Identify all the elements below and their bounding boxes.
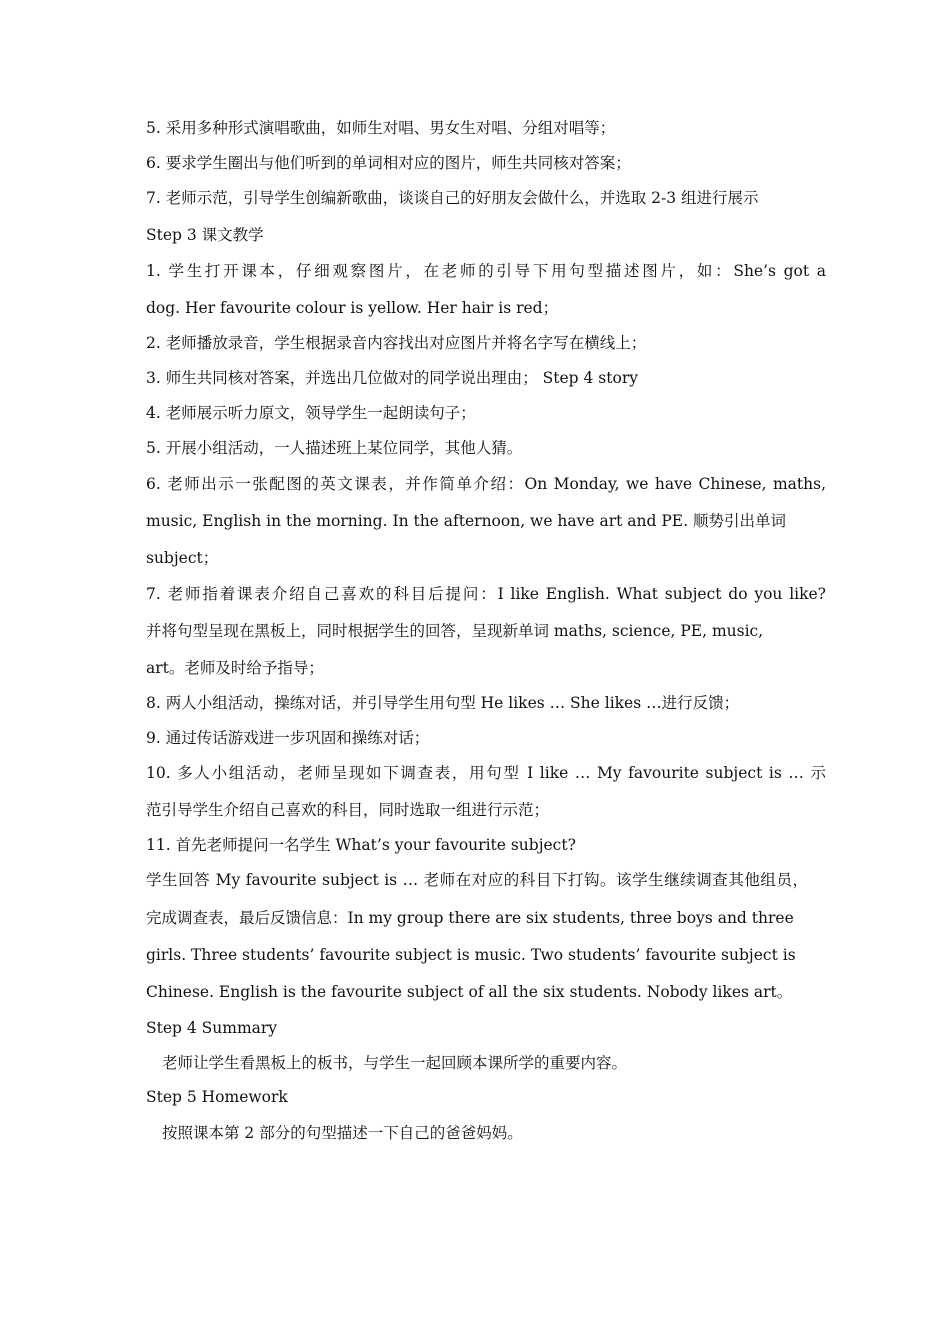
step3-item-1-line2: dog. Her favourite colour is yellow. Her hair is red； bbox=[146, 299, 559, 317]
step3-item-1-line1: 1. 学生打开课本，仔细观察图片，在老师的引导下用句型描述图片，如：She’s got a bbox=[146, 262, 826, 280]
step3-item-11-line2: 学生回答 My favourite subject is … 老师在对应的科目下打钩。该学生继续调查其他组员， bbox=[146, 871, 808, 889]
step5-text: 按照课本第 2 部分的句型描述一下自己的爸爸妈妈。 bbox=[162, 1124, 523, 1142]
step3-item-11-line4: girls. Three students’ favourite subject is music. Two students’ favourite subject is bbox=[146, 946, 796, 964]
step3-item-3: 3. 师生共同核对答案，并选出几位做对的同学说出理由； Step 4 story bbox=[146, 369, 638, 387]
step3-item-2: 2. 老师播放录音，学生根据录音内容找出对应图片并将名字写在横线上； bbox=[146, 334, 647, 352]
step3-item-11-line1: 11. 首先老师提问一名学生 What’s your favourite subject? bbox=[146, 836, 576, 854]
step3-item-7-line1: 7. 老师指着课表介绍自己喜欢的科目后提问：I like English. What subject do you like? bbox=[146, 585, 826, 603]
step3-item-8: 8. 两人小组活动，操练对话，并引导学生用句型 He likes … She likes …进行反馈； bbox=[146, 694, 740, 712]
step4-text: 老师让学生看黑板上的板书，与学生一起回顾本课所学的重要内容。 bbox=[162, 1054, 628, 1072]
step3-heading: Step 3 课文教学 bbox=[146, 226, 264, 244]
step3-item-9: 9. 通过传话游戏进一步巩固和操练对话； bbox=[146, 729, 430, 747]
step3-item-6-line1: 6. 老师出示一张配图的英文课表，并作简单介绍：On Monday, we have Chinese, maths, bbox=[146, 475, 826, 493]
step3-item-7-line2: 并将句型呈现在黑板上，同时根据学生的回答，呈现新单词 maths, science, PE, music, bbox=[146, 622, 764, 640]
step3-item-10-line2: 范引导学生介绍自己喜欢的科目，同时选取一组进行示范； bbox=[146, 801, 550, 819]
step2-item-6: 6. 要求学生圈出与他们听到的单词相对应的图片，师生共同核对答案； bbox=[146, 154, 631, 172]
step3-item-4: 4. 老师展示听力原文，领导学生一起朗读句子； bbox=[146, 404, 476, 422]
step4-heading: Step 4 Summary bbox=[146, 1019, 278, 1037]
step3-item-5: 5. 开展小组活动，一人描述班上某位同学，其他人猜。 bbox=[146, 439, 523, 457]
step3-item-7-line3: art。老师及时给予指导； bbox=[146, 659, 324, 677]
step5-heading: Step 5 Homework bbox=[146, 1088, 288, 1106]
step2-item-5: 5. 采用多种形式演唱歌曲，如师生对唱、男女生对唱、分组对唱等； bbox=[146, 119, 616, 137]
step3-item-6-line3: subject； bbox=[146, 549, 219, 567]
step3-item-6-line2: music, English in the morning. In the afternoon, we have art and PE. 顺势引出单词 bbox=[146, 512, 786, 530]
step3-item-11-line3: 完成调查表，最后反馈信息：In my group there are six students, three boys and three bbox=[146, 909, 794, 927]
step2-item-7: 7. 老师示范，引导学生创编新歌曲，谈谈自己的好朋友会做什么，并选取 2-3 组进行展示 bbox=[146, 189, 759, 207]
step3-item-11-line5: Chinese. English is the favourite subject of all the six students. Nobody likes art。 bbox=[146, 983, 793, 1001]
step3-item-10-line1: 10. 多人小组活动，老师呈现如下调查表，用句型 I like … My favourite subject is … 示 bbox=[146, 764, 826, 782]
